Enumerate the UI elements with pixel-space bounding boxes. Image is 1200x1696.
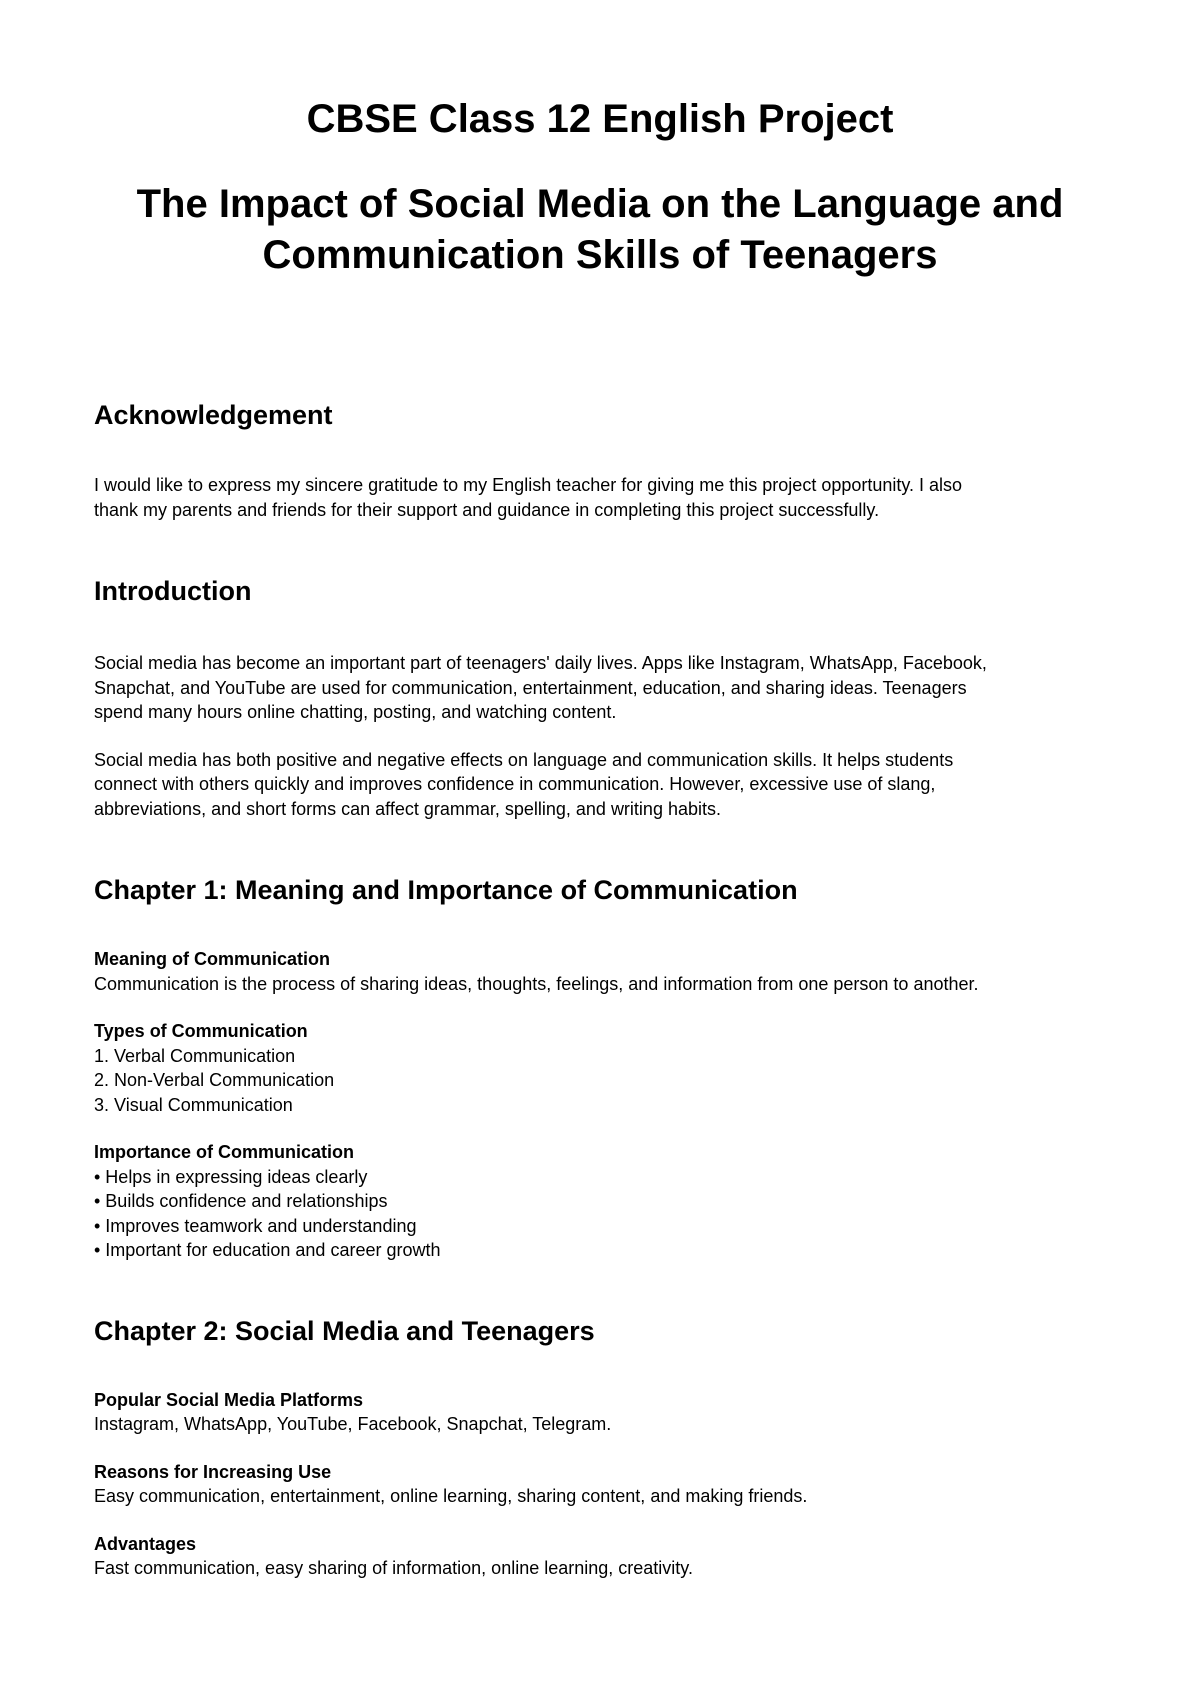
meaning-of-communication-block [94, 947, 1106, 996]
acknowledgement-line-2: thank my parents and friends for their support and guidance in completing this project successfully. [94, 499, 880, 520]
list-item: 1. Verbal Communication [94, 1045, 296, 1066]
reasons-block [94, 1460, 1106, 1509]
importance-heading: Importance of Communication [94, 1142, 355, 1162]
chapter-2-heading: Chapter 2: Social Media and Teenagers [94, 1315, 595, 1346]
meaning-text: Communication is the process of sharing ideas, thoughts, feelings, and information from one person to another. [94, 973, 979, 994]
list-item: 3. Visual Communication [94, 1094, 293, 1115]
types-of-communication-block [94, 1019, 1106, 1117]
types-heading: Types of Communication [94, 1021, 308, 1041]
acknowledgement-paragraph [94, 473, 1106, 522]
advantages-block [94, 1532, 1106, 1581]
document-subtitle [94, 179, 1106, 281]
reasons-text: Easy communication, entertainment, online learning, sharing content, and making friends. [94, 1486, 808, 1506]
introduction-heading: Introduction [94, 576, 252, 606]
introduction-p1-line-3: spend many hours online chatting, posting, and watching content. [94, 702, 617, 722]
introduction-p1-line-1: Social media has become an important part of teenagers' daily lives. Apps like Instagram, WhatsApp, Facebook, [94, 653, 987, 673]
document-title: CBSE Class 12 English Project [306, 97, 894, 141]
platforms-heading: Popular Social Media Platforms [94, 1389, 364, 1410]
introduction-p1-line-2: Snapchat, and YouTube are used for communication, entertainment, education, and sharing ideas. Teenagers [94, 677, 967, 698]
introduction-p2-line-3: abbreviations, and short forms can affect grammar, spelling, and writing habits. [94, 798, 721, 819]
introduction-p2-line-1: Social media has both positive and negative effects on language and communication skills. It helps students [94, 749, 954, 770]
introduction-paragraph-2 [94, 748, 1106, 822]
reasons-heading: Reasons for Increasing Use [94, 1461, 332, 1482]
list-item: 2. Non-Verbal Communication [94, 1070, 335, 1090]
list-item: • Improves teamwork and understanding [94, 1215, 417, 1236]
subtitle-line-2: Communication Skills of Teenagers [262, 233, 938, 277]
list-item: • Builds confidence and relationships [94, 1191, 388, 1211]
acknowledgement-heading: Acknowledgement [94, 400, 333, 430]
advantages-heading: Advantages [94, 1533, 197, 1554]
introduction-paragraph-1 [94, 651, 1106, 725]
list-item: • Helps in expressing ideas clearly [94, 1166, 368, 1187]
list-item: • Important for education and career growth [94, 1240, 441, 1260]
platforms-block [94, 1388, 1106, 1437]
meaning-heading: Meaning of Communication [94, 949, 330, 969]
importance-of-communication-block [94, 1140, 1106, 1263]
subtitle-line-1: The Impact of Social Media on the Language and [136, 182, 1064, 226]
acknowledgement-line-1: I would like to express my sincere gratitude to my English teacher for giving me this project opportunity. I also [94, 475, 963, 495]
chapter-1-heading: Chapter 1: Meaning and Importance of Communication [94, 875, 798, 905]
introduction-p2-line-2: connect with others quickly and improves confidence in communication. However, excessive use of slang, [94, 774, 936, 794]
advantages-text: Fast communication, easy sharing of information, online learning, creativity. [94, 1558, 693, 1578]
platforms-text: Instagram, WhatsApp, YouTube, Facebook, Snapchat, Telegram. [94, 1414, 612, 1434]
